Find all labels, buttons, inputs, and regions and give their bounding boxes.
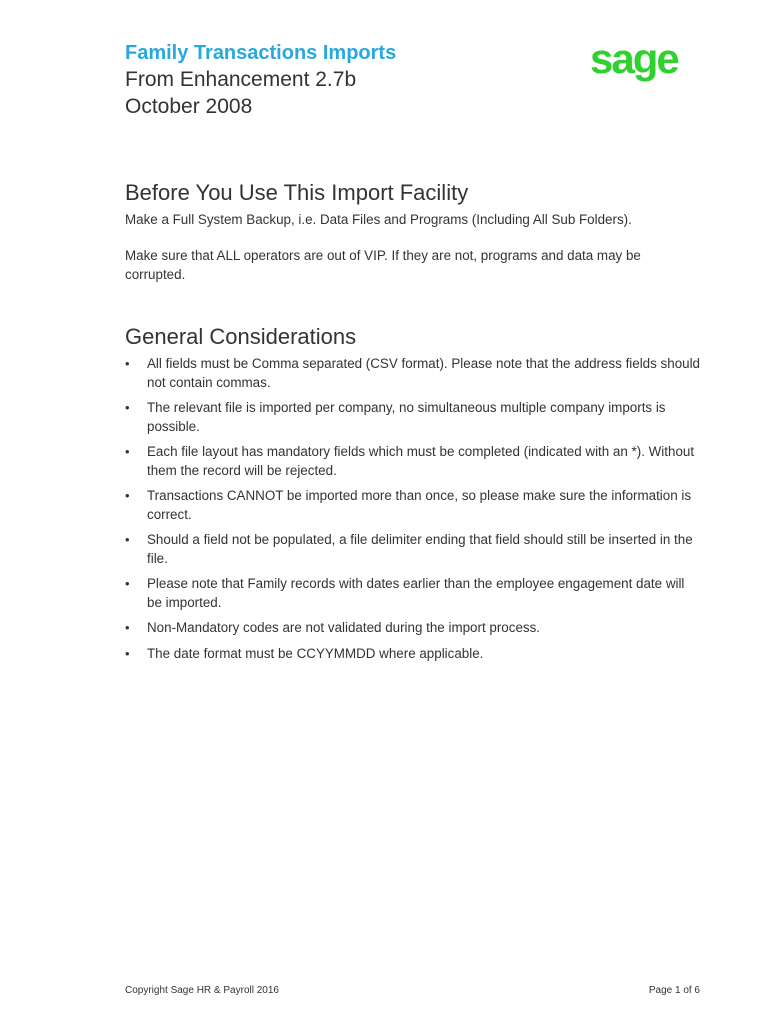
section-general-considerations xyxy=(125,323,700,670)
bullet-icon: • xyxy=(125,400,130,415)
operators-paragraph: Make sure that ALL operators are out of VIP. If they are not, programs and data may be corrupted. xyxy=(125,248,641,282)
footer-copyright: Copyright Sage HR & Payroll 2016 xyxy=(125,985,279,996)
list-item-text: Please note that Family records with dates earlier than the employee engagement date will be imported. xyxy=(147,576,685,610)
footer-page-number: Page 1 of 6 xyxy=(648,985,700,996)
section-heading-general: General Considerations xyxy=(125,324,357,349)
sage-logo: sage xyxy=(590,35,678,82)
document-subtitle-date: October 2008 xyxy=(125,95,253,118)
list-item xyxy=(125,619,700,638)
bullet-icon: • xyxy=(125,444,130,459)
list-item-text: Each file layout has mandatory fields which must be completed (indicated with an *). Without them the record will be rejected. xyxy=(147,444,695,478)
list-item xyxy=(125,355,700,392)
document-subtitle-enhancement: From Enhancement 2.7b xyxy=(125,68,357,91)
list-item xyxy=(125,575,700,612)
list-item xyxy=(125,645,700,664)
section-heading-before: Before You Use This Import Facility xyxy=(125,180,469,205)
considerations-list xyxy=(125,355,700,663)
list-item-text: The date format must be CCYYMMDD where applicable. xyxy=(147,645,484,661)
document-title: Family Transactions Imports xyxy=(125,42,397,64)
list-item xyxy=(125,531,700,568)
list-item-text: Should a field not be populated, a file delimiter ending that field should still be inserted in the file. xyxy=(147,532,693,566)
bullet-icon: • xyxy=(125,645,130,661)
bullet-icon: • xyxy=(125,576,130,591)
list-item-text: Transactions CANNOT be imported more than once, so please make sure the information is correct. xyxy=(147,488,692,522)
bullet-icon: • xyxy=(125,620,130,635)
bullet-icon: • xyxy=(125,356,130,371)
list-item-text: The relevant file is imported per company, no simultaneous multiple company imports is possible. xyxy=(147,400,666,434)
list-item xyxy=(125,443,700,480)
list-item xyxy=(125,399,700,436)
bullet-icon: • xyxy=(125,488,130,503)
list-item-text: All fields must be Comma separated (CSV format). Please note that the address fields should not contain commas. xyxy=(147,356,701,390)
section-before-you-use xyxy=(125,179,700,284)
backup-paragraph: Make a Full System Backup, i.e. Data Files and Programs (Including All Sub Folders). xyxy=(125,212,632,227)
list-item-text: Non-Mandatory codes are not validated during the import process. xyxy=(147,620,541,635)
list-item xyxy=(125,487,700,524)
bullet-icon: • xyxy=(125,532,130,547)
